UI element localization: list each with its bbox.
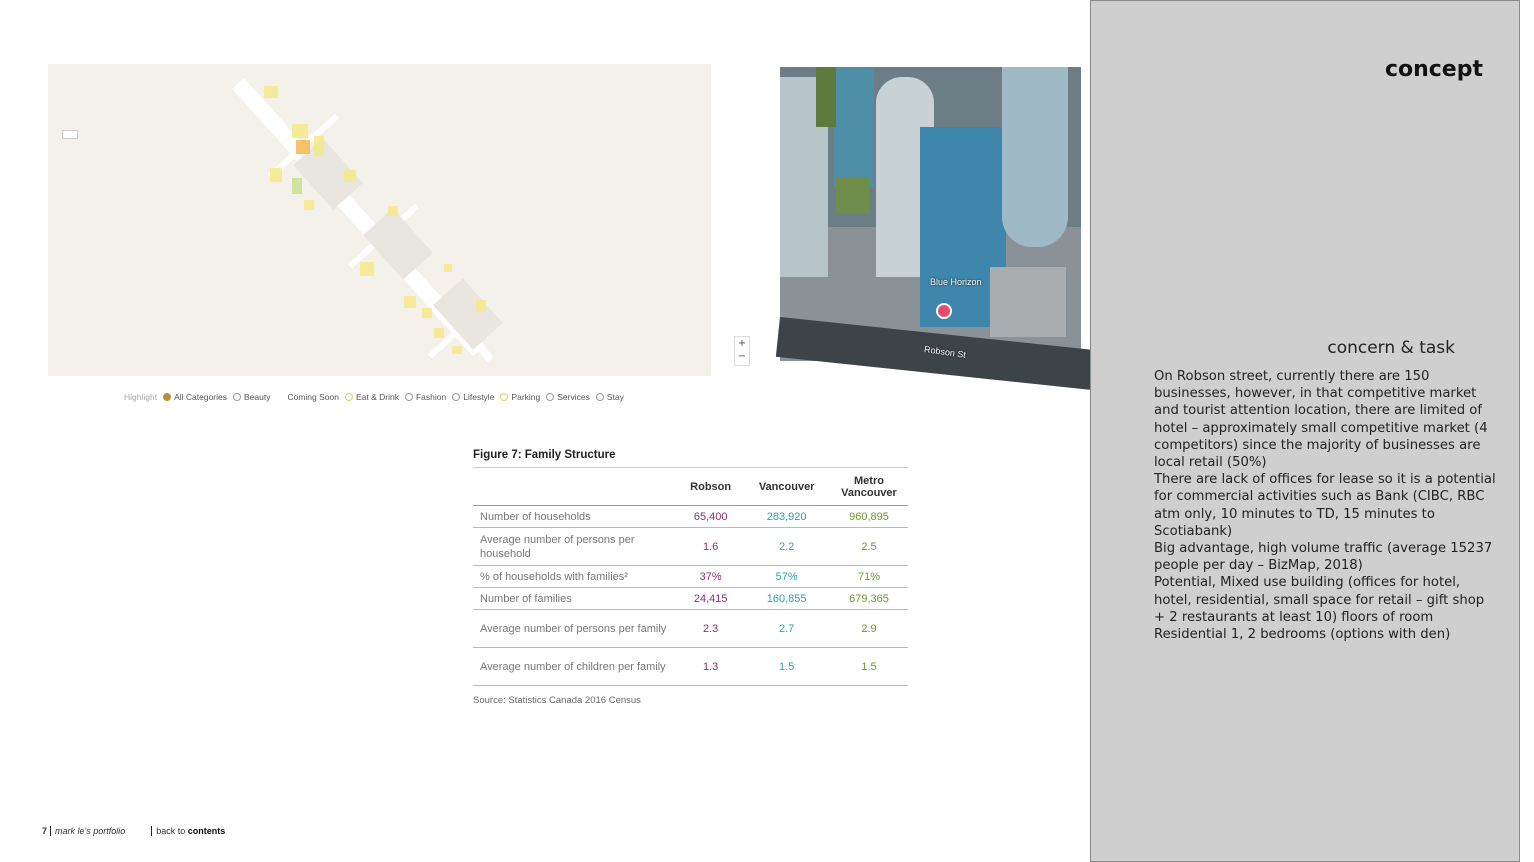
- row-label: % of households with families²: [473, 566, 678, 588]
- row-label: Average number of persons per household: [473, 528, 678, 566]
- radio-icon: [233, 393, 241, 401]
- legend-item-beauty[interactable]: Beauty: [233, 392, 270, 402]
- body-paragraph: Potential, Mixed use building (offices for hotel, hotel, residential, small space for retail – gift shop + 2 restaurants at least 10) floors of room: [1154, 575, 1485, 625]
- neighbourhood-map[interactable]: [48, 64, 747, 376]
- legend-highlight-label: Highlight: [124, 392, 158, 402]
- contents-link-text: contents: [187, 825, 226, 836]
- cell-robson: 24,415: [678, 588, 743, 610]
- figure-title: Figure 7: Family Structure: [473, 449, 616, 461]
- map-business-marker[interactable]: [264, 86, 278, 98]
- page-footer: [42, 824, 225, 837]
- cell-vancouver: 57%: [743, 566, 830, 588]
- concept-panel: [1090, 0, 1520, 862]
- table-row: [473, 588, 908, 610]
- radio-icon: [405, 393, 413, 401]
- panel-subtitle: concern & task: [1327, 338, 1455, 358]
- legend-item-eat-drink[interactable]: Eat & Drink: [345, 392, 399, 402]
- aerial-photo: [780, 67, 1081, 361]
- cell-metro-vancouver: 960,895: [830, 506, 908, 528]
- table-row: [473, 566, 908, 588]
- cell-vancouver: 283,920: [743, 506, 830, 528]
- row-label: Number of families: [473, 588, 678, 610]
- photo-tower: [834, 67, 874, 187]
- cell-metro-vancouver: 2.5: [830, 528, 908, 566]
- cell-robson: 2.3: [678, 610, 743, 648]
- map-business-marker[interactable]: [292, 178, 302, 194]
- map-business-marker[interactable]: [344, 170, 356, 182]
- table-row: [473, 648, 908, 686]
- column-header: Metro Vancouver: [830, 468, 908, 506]
- cell-vancouver: 1.5: [743, 648, 830, 686]
- cell-robson: 1.6: [678, 528, 743, 566]
- cell-vancouver: 160,855: [743, 588, 830, 610]
- table-row: [473, 610, 908, 648]
- cell-vancouver: 2.7: [743, 610, 830, 648]
- map-zoom-control[interactable]: [734, 336, 750, 366]
- map-business-marker[interactable]: [388, 206, 398, 216]
- radio-icon: [596, 393, 604, 401]
- photo-tower: [1002, 67, 1068, 247]
- column-header: Robson: [678, 468, 743, 506]
- radio-icon: [452, 393, 460, 401]
- column-header: [473, 468, 678, 506]
- map-business-marker[interactable]: [476, 300, 486, 312]
- cell-metro-vancouver: 2.9: [830, 610, 908, 648]
- map-business-marker[interactable]: [422, 308, 432, 318]
- family-structure-table: [473, 467, 908, 686]
- map-business-marker[interactable]: [270, 168, 282, 182]
- page-number: 7: [42, 826, 51, 836]
- row-label: Average number of children per family: [473, 648, 678, 686]
- map-business-marker[interactable]: [296, 140, 310, 154]
- map-business-marker[interactable]: [360, 262, 374, 276]
- photo-trees: [816, 67, 836, 127]
- column-header: Vancouver: [743, 468, 830, 506]
- cell-robson: 1.3: [678, 648, 743, 686]
- radio-icon: [163, 393, 171, 401]
- radio-icon: [345, 393, 353, 401]
- row-label: Number of households: [473, 506, 678, 528]
- family-structure-figure: [473, 449, 908, 706]
- row-label: Average number of persons per family: [473, 610, 678, 648]
- table-row: [473, 506, 908, 528]
- radio-icon: [500, 393, 508, 401]
- map-legend: [124, 391, 630, 403]
- body-paragraph: Big advantage, high volume traffic (average 15237 people per day – BizMap, 2018): [1154, 541, 1493, 574]
- photo-roof: [836, 177, 870, 213]
- body-paragraph: Residential 1, 2 bedrooms (options with den): [1154, 627, 1451, 643]
- figure-source: Source: Statistics Canada 2016 Census: [473, 695, 641, 706]
- photo-lot: [990, 267, 1066, 337]
- zoom-out-button[interactable]: −: [737, 351, 747, 362]
- cell-robson: 37%: [678, 566, 743, 588]
- cell-metro-vancouver: 679,365: [830, 588, 908, 610]
- back-prefix: back to: [156, 825, 188, 836]
- building-label: Blue Horizon: [930, 277, 982, 287]
- cell-robson: 65,400: [678, 506, 743, 528]
- map-business-marker[interactable]: [404, 296, 416, 308]
- legend-item-all-categories[interactable]: All Categories: [163, 392, 227, 402]
- map-business-marker[interactable]: [314, 136, 324, 156]
- legend-item-services[interactable]: Services: [546, 392, 590, 402]
- panel-title: concept: [1384, 57, 1483, 82]
- body-paragraph: There are lack of offices for lease so it is a potential for commercial activities such as Bank (CIBC, RBC atm only, 10 minutes to TD, 15 minutes to Scotiabank): [1154, 472, 1496, 539]
- map-business-marker[interactable]: [434, 328, 444, 338]
- table-row: [473, 528, 908, 566]
- street-label: Robson St: [923, 344, 967, 360]
- zoom-in-button[interactable]: +: [737, 338, 747, 349]
- legend-item-coming-soon[interactable]: Coming Soon: [276, 392, 339, 402]
- cell-vancouver: 2.2: [743, 528, 830, 566]
- map-business-marker[interactable]: [304, 200, 314, 210]
- location-pin-icon: [936, 303, 952, 319]
- table-header-row: [473, 468, 908, 506]
- back-to-contents-link[interactable]: [151, 826, 225, 836]
- cell-metro-vancouver: 71%: [830, 566, 908, 588]
- radio-icon: [546, 393, 554, 401]
- body-paragraph: On Robson street, currently there are 150 businesses, however, in that competitive market and tourist attention location, there are limited of hotel – approximately small competitive market (4 competitors) since the majority of businesses are local retail (50%): [1154, 369, 1488, 471]
- legend-item-stay[interactable]: Stay: [596, 392, 624, 402]
- portfolio-author: mark le's portfolio: [55, 825, 126, 836]
- cell-metro-vancouver: 1.5: [830, 648, 908, 686]
- legend-item-fashion[interactable]: Fashion: [405, 392, 446, 402]
- legend-item-lifestyle[interactable]: Lifestyle: [452, 392, 494, 402]
- map-business-marker[interactable]: [444, 264, 452, 272]
- panel-body: [1154, 368, 1496, 643]
- radio-icon: [276, 393, 284, 401]
- map-business-marker[interactable]: [452, 346, 462, 354]
- map-business-marker[interactable]: [292, 124, 308, 138]
- map-label-chip: [62, 130, 78, 139]
- legend-item-parking[interactable]: Parking: [500, 392, 540, 402]
